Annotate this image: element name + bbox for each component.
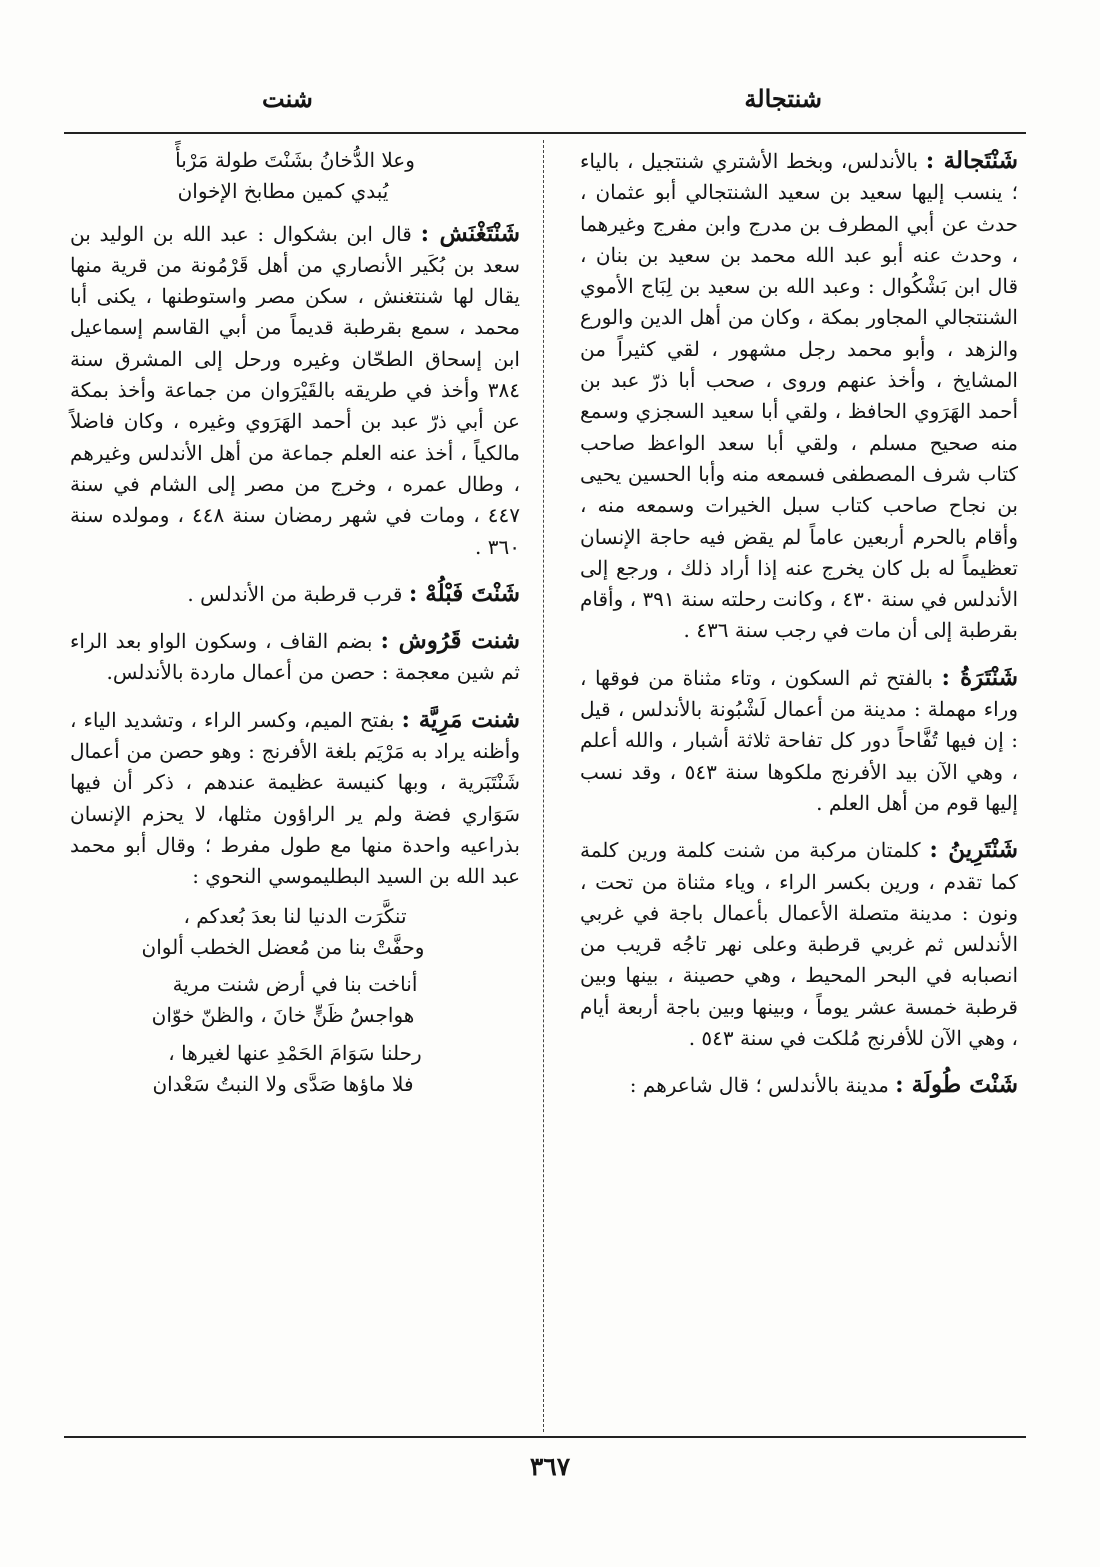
entry-headword: شنت قَرُوش : xyxy=(380,627,521,655)
entry-shantaghnash xyxy=(70,218,520,563)
running-header-left: شنت xyxy=(262,84,313,113)
left-column xyxy=(70,145,520,1106)
entry-text: قال ابن بشكوال : عبد الله بن الوليد بن سعد بن بُكَير الأنصاري من أهل قَرْمُونة من قرية منها يقال لها شنتغنش ، سكن مصر واستوطنها ، يكنى أبا محمد ، سمع بقرطبة قديماً من أبي القاسم إسماعيل ابن إسحاق الطحّان وغيره ورحل إلى المشرق سنة ٣٨٤ وأخذ في طريقه بالقَيْرَوان من جماعة وأخذ بمكة عن أبي ذرّ عبد بن أحمد الهَرَوي وغيره ، وكان فاضلاً مالكياً ، أخذ عنه العلم جماعة من أهل الأندلس وغيرهم ، وطال عمره ، وخرج من مصر إلى الشام في سنة ٤٤٧ ، ومات في شهر رمضان سنة ٤٤٨ ، ومولده سنة ٣٦٠ . xyxy=(70,221,520,559)
entry-shantarin xyxy=(580,834,1018,1054)
entry-shantara xyxy=(580,662,1018,819)
verse-hemistich-1: تنكَّرَت الدنيا لنا بعدَ بُعدكم ، xyxy=(183,903,407,928)
verse-hemistich-2: فلا ماؤها صَدَّى ولا النبتُ سَعْدان xyxy=(152,1072,414,1097)
entry-text: قرب قرطبة من الأندلس . xyxy=(187,581,403,606)
verse-hemistich-1: أناخت بنا في أرض شنت مرية xyxy=(172,972,418,997)
entry-shant-fablah xyxy=(70,578,520,610)
entry-headword: شَنْتَجالة : xyxy=(925,147,1018,174)
entry-headword: شَنْتَ فَبْلُهْ : xyxy=(408,579,520,607)
poem-verse xyxy=(70,901,520,964)
page-number: ٣٦٧ xyxy=(529,1452,571,1481)
footer-rule xyxy=(64,1436,1026,1438)
verse-hemistich-1: رحلنا سَوَامَ الحَمْدِ عنها لغيرها ، xyxy=(168,1040,422,1065)
running-header-right: شنتجالة xyxy=(744,84,822,113)
poem xyxy=(70,901,520,1101)
entry-headword: شَنْتَرَةُ : xyxy=(941,663,1019,691)
verse-hemistich-1: وعلا الدُّخانُ بشَنْتَ طولة مَرْبأً xyxy=(175,148,415,172)
entry-text: بالأندلس، وبخط الأشتري شنتجيل ، بالياء ؛ ينسب إليها سعيد بن سعيد الشنتجالي أبو عثمان ، حدث عن أبي المطرف بن مدرج وابن مفرج وغيرهما ، وحدث عنه أبو عبد الله محمد بن سعيد بن بنان ، قال ابن بَشْكُوال : وعبد الله بن سعيد بن لِبَاج الأموي الشنتجالي المجاور بمكة ، وكان من أهل الدين والورع والزهد ، وأبو محمد رجل مشهور ، لقي كثيراً من المشايخ ، وأخذ عنهم وروى ، صحب أبا ذرّ عبد بن أحمد الهَرَوي الحافظ ، ولقي أبا سعيد السجزي وسمع منه صحيح مسلم ، ولقي أبا سعد الواعظ صاحب كتاب شرف المصطفى فسمعه منه وأبا الحسين يحيى بن نجاح صاحب كتاب سبل الخيرات وسمعه منه ، وأقام بالحرم أربعين عاماً لم يقض فيه حاجة الإنسان تعظيماً له بل كان يخرج عنه إذا أراد ذلك ، ورجع إلى الأندلس في سنة ٤٣٠ ، وكانت رحلته سنة ٣٩١ ، وأقام بقرطبة إلى أن مات في رجب سنة ٤٣٦ . xyxy=(580,149,1019,643)
entry-headword: شنت مَرِيَّة : xyxy=(401,705,520,733)
poem-verse xyxy=(70,969,520,1032)
entry-text: مدينة بالأندلس ؛ قال شاعرهم : xyxy=(629,1073,889,1098)
header-rule xyxy=(64,132,1026,134)
entry-text: كلمتان مركبة من شنت كلمة ورين كلمة كما تقدم ، ورين بكسر الراء ، وياء مثناة من تحت ، ونون : مدينة متصلة الأعمال بأعمال باجة في غربي الأندلس ثم غربي قرطبة وعلى نهر تاجُه قريب من انصبابه في البحر المحيط ، وهي حصينة ، بينها وبين قرطبة خمسة عشر يوماً ، وبينها وبين باجة أربعة أيام ، وهي الآن للأفرنج مُلكت في سنة ٥٤٣ . xyxy=(580,838,1018,1051)
right-column xyxy=(580,145,1018,1102)
entry-shant-qarush xyxy=(70,625,520,689)
entry-headword: شَنْتَغْنَش : xyxy=(420,219,521,247)
entry-shantajala xyxy=(580,145,1018,647)
entry-headword: شَنْتَرِينُ : xyxy=(929,836,1018,864)
entry-shant-tula xyxy=(580,1069,1018,1101)
entry-text: بالفتح ثم السكون ، وتاء مثناة من فوقها ، وراء مهملة : مدينة من أعمال لَشْبُونة بالأندلس ، قيل : إن فيها تُفَّاحاً دور كل تفاحة ثلاثة أشبار ، والله أعلم ، وهي الآن بيد الأفرنج ملكوها سنة ٥٤٣ ، وقد نسب إليها قوم من أهل العلم . xyxy=(580,665,1019,815)
entry-shant-mariya xyxy=(70,704,520,893)
entry-headword: شَنْتَ طُولَة : xyxy=(895,1071,1018,1099)
entry-text: بفتح الميم، وكسر الراء ، وتشديد الياء ، وأظنه يراد به مَرْيَم بلغة الأفرنج : وهو حصن من أعمال شَنْتَبَرية ، وبها كنيسة عظيمة عندهم ، ذكر أن فيها سَوَاري فضة ولم ير الراؤون مثلها، لا يحزم الإنسان بذراعيه واحدة منها مع طول مفرط ؛ وقال أبو محمد عبد الله بن السيد البطليموسي النحوي : xyxy=(70,707,520,889)
entry-text: بضم القاف ، وسكون الواو بعد الراء ثم شين معجمة : حصن من أعمال ماردة بالأندلس. xyxy=(70,629,520,685)
verse-continuation xyxy=(70,145,520,208)
verse-hemistich-2: هواجسُ ظَنٍّ خانَ ، والظنّ خوّان xyxy=(151,1003,415,1028)
poem-verse xyxy=(70,1038,520,1101)
verse-hemistich-2: وحفَّتْ بنا من مُعضل الخطب ألوان xyxy=(141,934,425,959)
column-divider xyxy=(543,140,544,1432)
verse-hemistich-2: يُبدي كمين مطابخ الإخوان xyxy=(177,179,389,204)
